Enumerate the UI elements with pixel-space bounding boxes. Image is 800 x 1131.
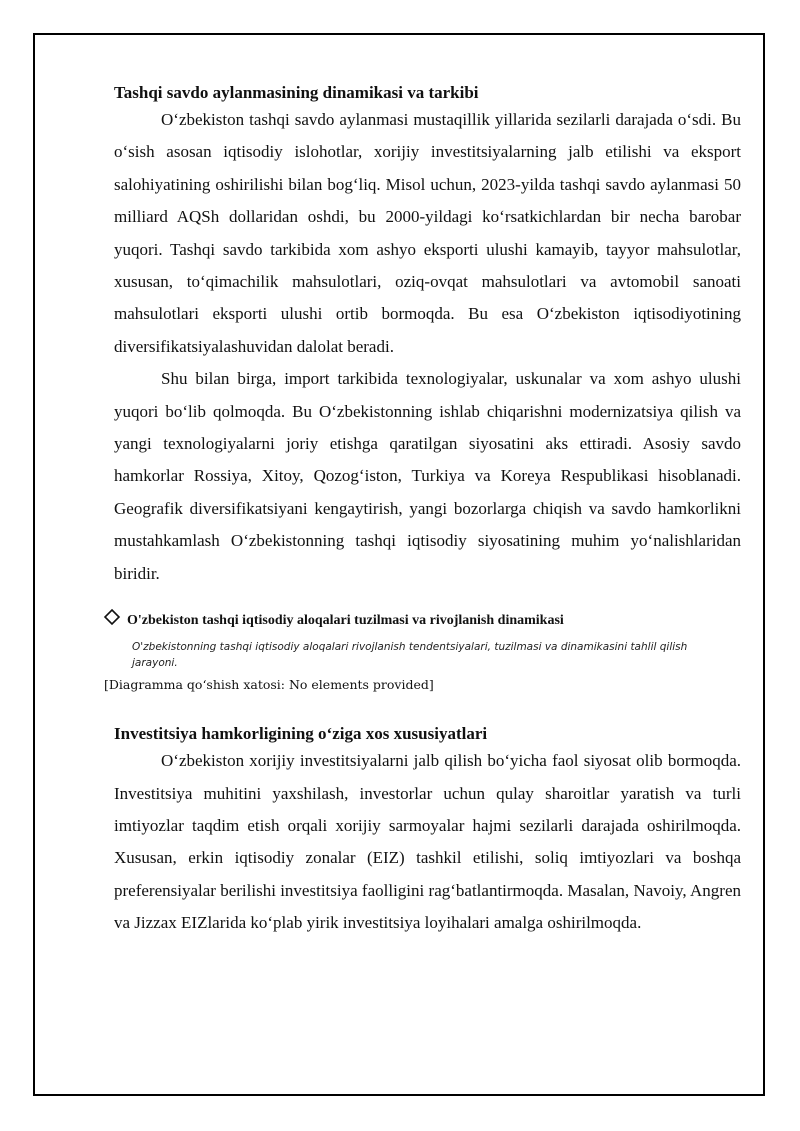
- document-body: [104, 82, 741, 940]
- paragraph: O‘zbekiston tashqi savdo aylanmasi mustaqillik yillarida sezilarli darajada o‘sdi. Bu o‘sish asosan iqtisodiy islohotlar, xorijiy investitsiyalarning jalb etilishi va eksport salohiyatining oshirilishi bilan bog‘liq. Misol uchun, 2023-yilda tashqi savdo aylanmasi 50 milliard AQSh dollaridan oshdi, bu 2000-yildagi ko‘rsatkichlardan bir necha barobar yuqori. Tashqi savdo tarkibida xom ashyo eksporti ulushi kamayib, tayyor mahsulotlar, xususan, to‘qimachilik mahsulotlari, oziq-ovqat mahsulotlari va avtomobil sanoati mahsulotlari eksporti ulushi ortib bormoqda. Bu esa O‘zbekiston iqtisodiyotining diversifikatsiyalashuvidan dalolat beradi.: [114, 110, 741, 356]
- diagram-caption: O'zbekistonning tashqi iqtisodiy aloqalari rivojlanish tendentsiyalari, tuzilmasi va dinamikasini tahlil qilish jarayoni.: [132, 641, 688, 670]
- diagram-block: [103, 608, 741, 694]
- section-heading-investment: Investitsiya hamkorligining o‘ziga xos xususiyatlari: [114, 724, 488, 744]
- section-heading-foreign-trade: Tashqi savdo aylanmasining dinamikasi va tarkibi: [114, 83, 479, 102]
- diamond-icon: [103, 608, 127, 633]
- diagram-title: O'zbekiston tashqi iqtisodiy aloqalari tuzilmasi va rivojlanish dinamikasi: [127, 612, 564, 628]
- paragraph: Shu bilan birga, import tarkibida texnologiyalar, uskunalar va xom ashyo ulushi yuqori bo‘lib qolmoqda. Bu O‘zbekistonning ishlab chiqarishni modernizatsiya qilish va yangi texnologiyalarni joriy etishga qaratilgan siyosatini aks ettiradi. Asosiy savdo hamkorlar Rossiya, Xitoy, Qozog‘iston, Turkiya va Koreya Respublikasi hisoblanadi. Geografik diversifikatsiyani kengaytirish, yangi bozorlarga chiqish va savdo hamkorlikni mustahkamlash O‘zbekistonning tashqi iqtisodiy siyosatining muhim yo‘nalishlaridan biridir.: [114, 369, 741, 583]
- diagram-error-message: [Diagramma qo‘shish xatosi: No elements provided]: [104, 677, 434, 693]
- paragraph: O‘zbekiston xorijiy investitsiyalarni jalb qilish bo‘yicha faol siyosat olib bormoqda. Investitsiya muhitini yaxshilash, investorlar uchun qulay sharoitlar yaratish va turli imtiyozlar taqdim etish orqali xorijiy sarmoyalar hajmi sezilarli darajada oshirilmoqda. Xususan, erkin iqtisodiy zonalar (EIZ) tashkil etilishi, soliq imtiyozlari va boshqa preferensiyalar berilishi investitsiya faolligini rag‘batlantirmoqda. Masalan, Navoiy, Angren va Jizzax EIZlarida ko‘plab yirik investitsiya loyihalari amalga oshirilmoqda.: [114, 751, 741, 933]
- diagram-title-row: [103, 608, 741, 633]
